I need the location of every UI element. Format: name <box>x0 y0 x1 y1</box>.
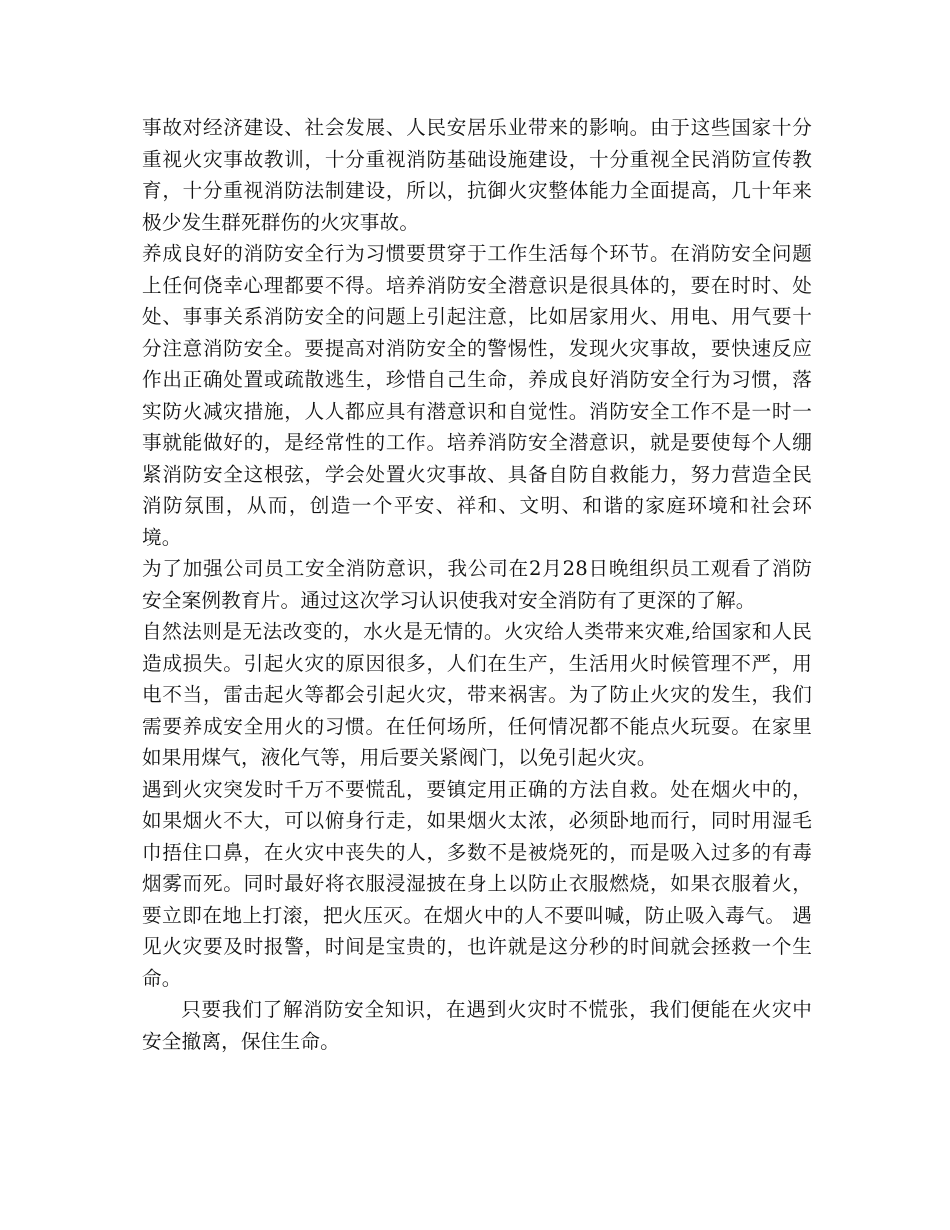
paragraph-safety-habits: 养成良好的消防安全行为习惯要贯穿于工作生活每个环节。在消防安全问题上任何侥幸心理都要不得。培养消防安全潜意识是很具体的，要在时时、处处、事事关系消防安全的问题上引起注意，比如居家用火、用电、用气要十分注意消防安全。要提高对消防安全的警惕性，发现火灾事故，要快速反应作出正确处置或疏散逃生，珍惜自己生命，养成良好消防安全行为习惯，落实防火减灾措施，人人都应具有潜意识和自觉性。消防安全工作不是一时一事就能做好的，是经常性的工作。培养消防安全潜意识，就是要使每个人绷紧消防安全这根弦，学会处置火灾事故、具备自防自救能力，努力营造全民消防氛围，从而，创造一个平安、祥和、文明、和谐的家庭环境和社会环境。 <box>142 242 812 549</box>
paragraph-self-rescue: 遇到火灾突发时千万不要慌乱，要镇定用正确的方法自救。处在烟火中的，如果烟火不大，可以俯身行走，如果烟火太浓，必须卧地而行，同时用湿毛巾捂住口鼻，在火灾中丧失的人，多数不是被烧死的，而是吸入过多的有毒烟雾而死。同时最好将衣服浸湿披在身上以防止衣服燃烧，如果衣服着火，要立即在地上打滚，把火压灭。在烟火中的人不要叫喊，防止吸入毒气。 遇见火灾要及时报警，时间是宝贵的，也许就是这分秒的时间就会拯救一个生命。 <box>142 777 812 990</box>
paragraph-company-training: 为了加强公司员工安全消防意识，我公司在2月28日晚组织员工观看了消防安全案例教育片。通过这次学习认识使我对安全消防有了更深的了解。 <box>142 557 812 612</box>
paragraph-conclusion: 只要我们了解消防安全知识，在遇到火灾时不慌张，我们便能在火灾中安全撤离，保住生命。 <box>142 998 812 1053</box>
document-body <box>142 112 812 1057</box>
paragraph-fire-causes: 自然法则是无法改变的，水火是无情的。火灾给人类带来灾难,给国家和人民造成损失。引起火灾的原因很多，人们在生产，生活用火时候管理不严，用电不当，雷击起火等都会引起火灾，带来祸害。为了防止火灾的发生，我们需要养成安全用火的习惯。在任何场所，任何情况都不能点火玩耍。在家里如果用煤气，液化气等，用后要关紧阀门，以免引起火灾。 <box>142 620 812 769</box>
paragraph-economic-impact: 事故对经济建设、社会发展、人民安居乐业带来的影响。由于这些国家十分重视火灾事故教训，十分重视消防基础设施建设，十分重视全民消防宣传教育，十分重视消防法制建设，所以，抗御火灾整体能力全面提高，几十年来极少发生群死群伤的火灾事故。 <box>142 116 812 234</box>
